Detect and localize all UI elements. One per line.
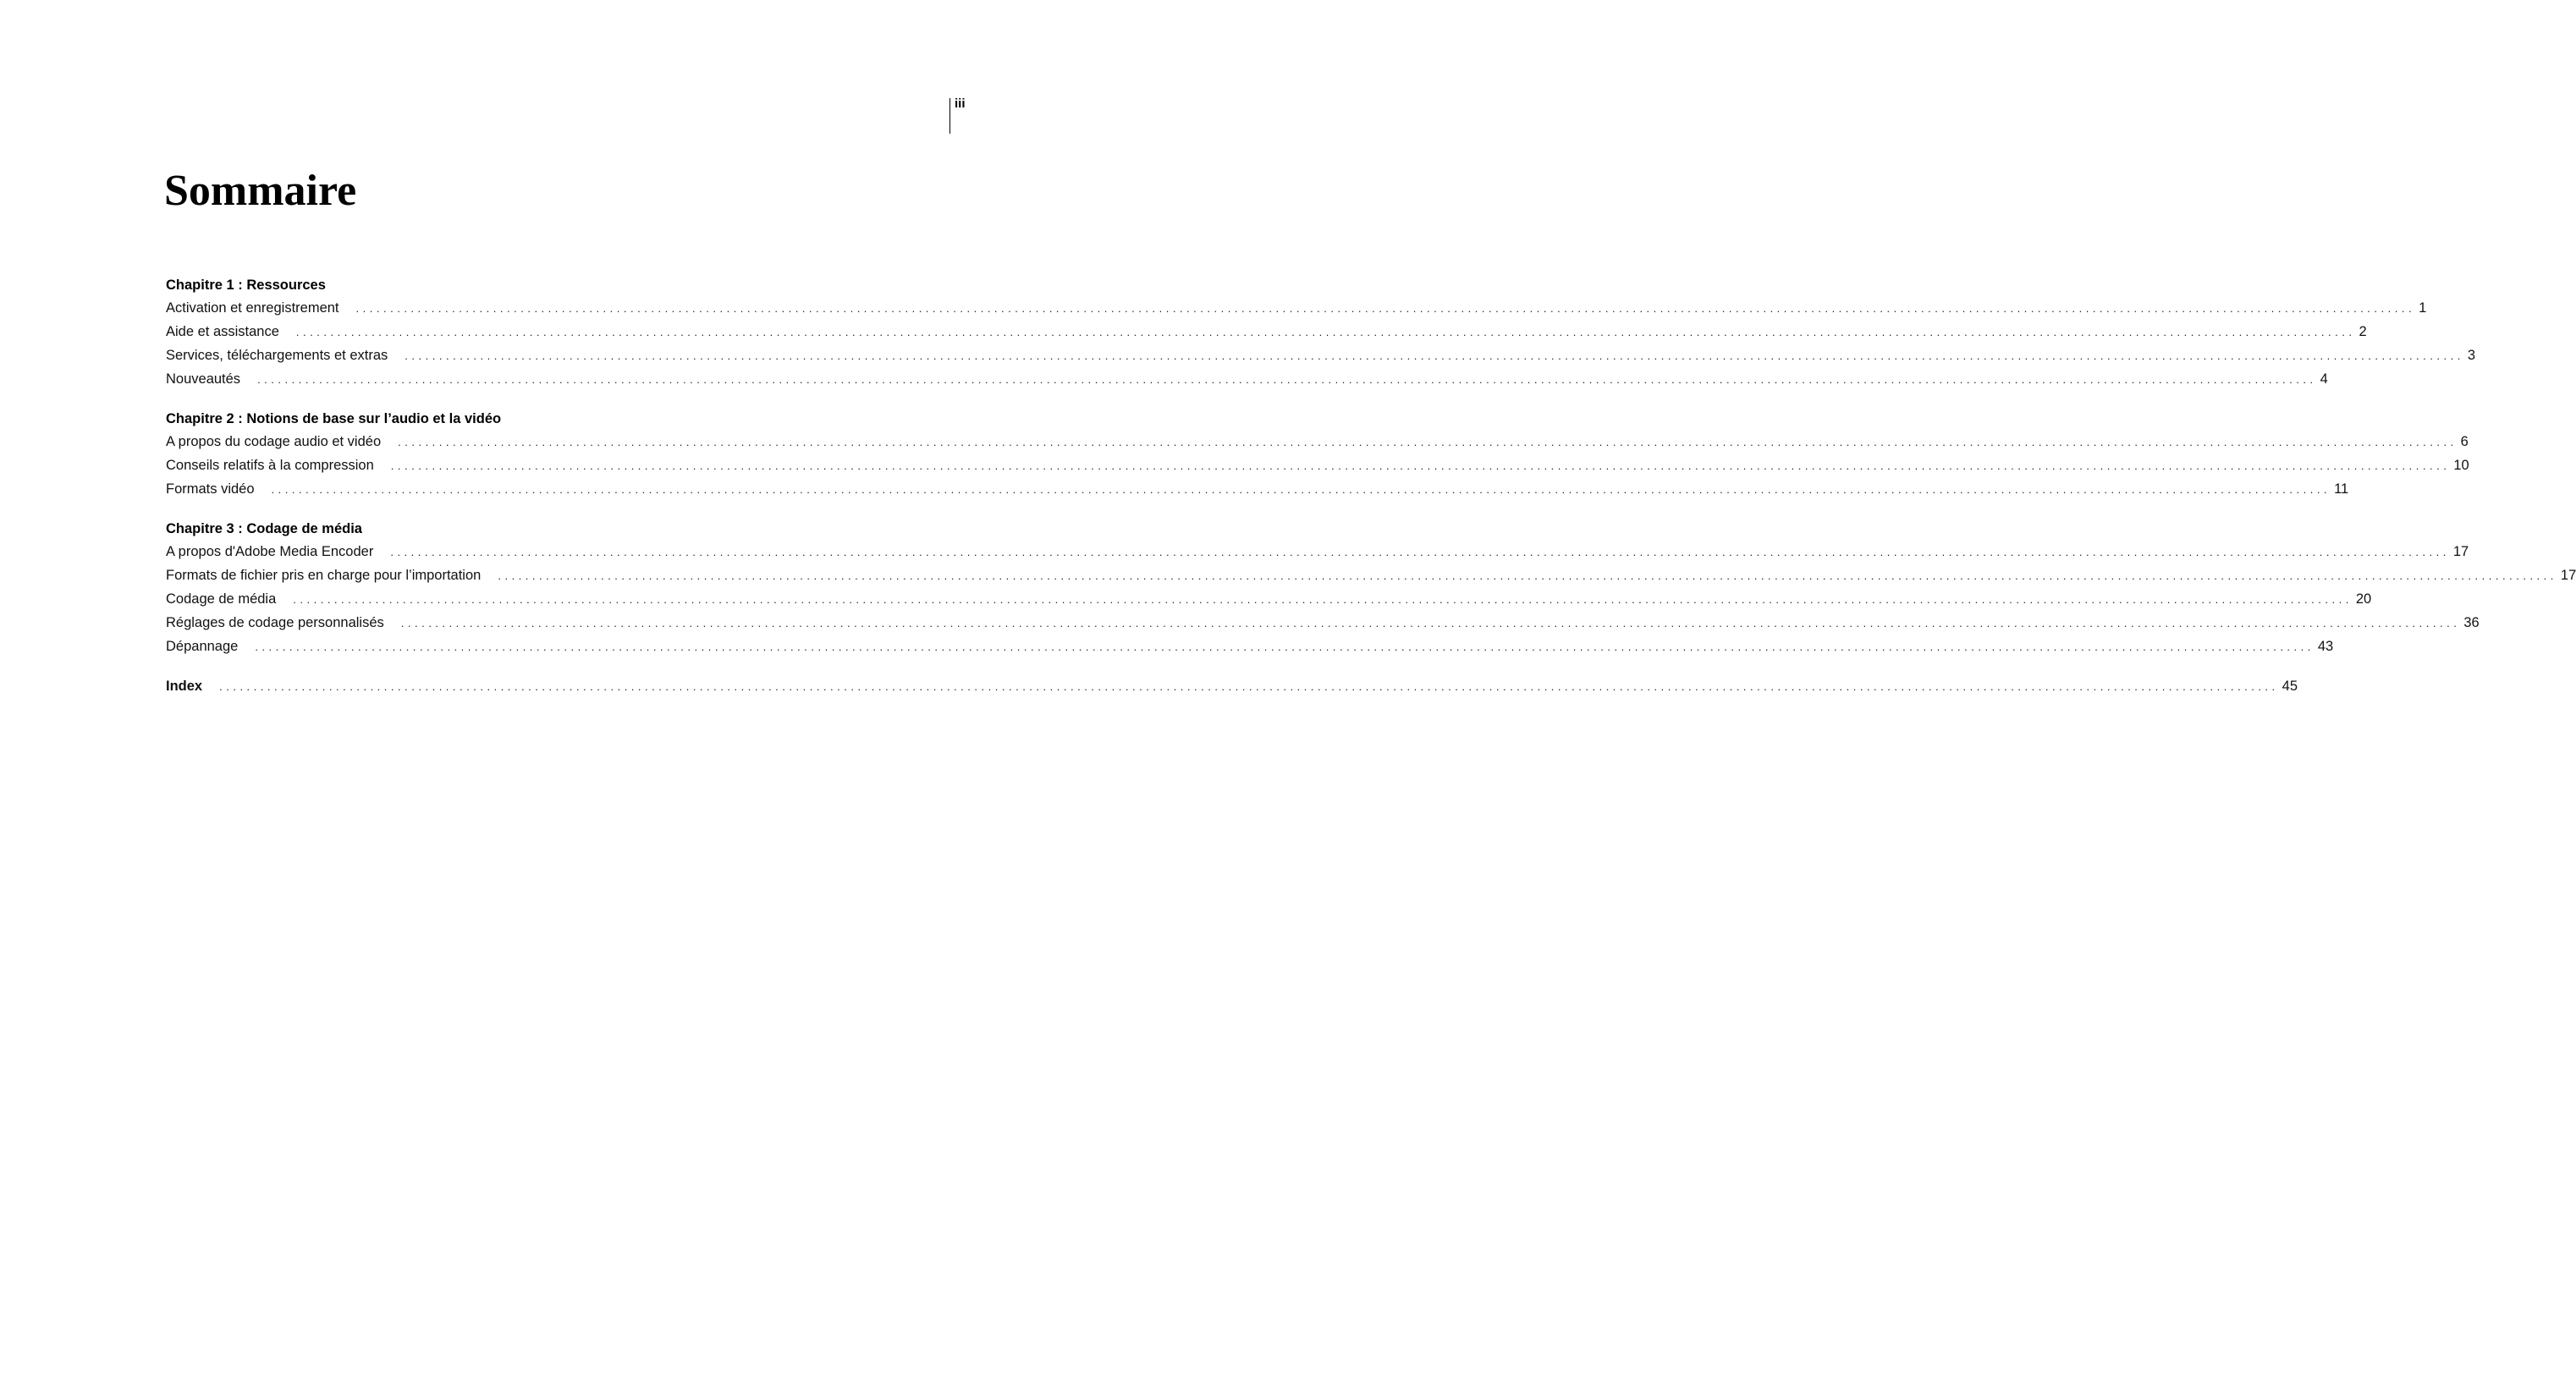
toc-entry[interactable]	[166, 322, 2367, 345]
dot-leader: ............................................................................................................................................................................................................................................................................................................	[255, 640, 2315, 653]
page-marker-rule	[949, 98, 950, 134]
dot-leader: ............................................................................................................................................................................................................................................................................................................	[355, 302, 2416, 315]
toc-entry-page: 1	[2419, 300, 2427, 316]
dot-leader: ............................................................................................................................................................................................................................................................................................................	[390, 459, 2451, 472]
toc-entry-page: 17	[2452, 544, 2469, 559]
toc-entry-label: A propos du codage audio et vidéo	[166, 434, 382, 449]
page-number: iii	[955, 96, 966, 111]
dot-leader: ............................................................................................................................................................................................................................................................................................................	[398, 436, 2458, 448]
toc-entry-page: 2	[2359, 324, 2367, 339]
dot-leader: ............................................................................................................................................................................................................................................................................................................	[405, 349, 2464, 362]
toc-entry[interactable]	[166, 589, 2372, 613]
toc-entry-label: Formats de fichier pris en charge pour l’importation	[166, 568, 482, 583]
toc-entry-page: 6	[2460, 434, 2469, 449]
toc-entry-page: 20	[2355, 591, 2372, 607]
page-title: Sommaire	[164, 167, 357, 215]
toc-entry[interactable]	[166, 369, 2328, 393]
toc-entry[interactable]	[166, 636, 2334, 660]
chapter-3	[166, 519, 2576, 660]
chapter-2	[166, 409, 2469, 503]
toc-entry-page: 36	[2463, 615, 2480, 630]
dot-leader: ............................................................................................................................................................................................................................................................................................................	[219, 680, 2279, 693]
chapter-title: Chapitre 1 : Ressources	[166, 278, 326, 293]
dot-leader: ............................................................................................................................................................................................................................................................................................................	[293, 593, 2353, 606]
toc-entry-page: 3	[2467, 348, 2476, 363]
toc-entry-label: Nouveautés	[166, 371, 241, 387]
toc-entry[interactable]	[166, 455, 2469, 479]
toc-entry-label: Réglages de codage personnalisés	[166, 615, 384, 630]
dot-leader: ............................................................................................................................................................................................................................................................................................................	[400, 617, 2461, 629]
toc-entry[interactable]	[166, 345, 2476, 369]
toc-entry-page: 43	[2317, 639, 2334, 654]
toc-entry[interactable]	[166, 613, 2480, 636]
toc-entry-label: Formats vidéo	[166, 481, 255, 497]
toc-entry-label: Dépannage	[166, 639, 239, 654]
table-of-contents	[166, 275, 2576, 700]
toc-entry-label: Activation et enregistrement	[166, 300, 339, 316]
toc-entry-page: 10	[2453, 458, 2469, 473]
chapter-title: Chapitre 3 : Codage de média	[166, 521, 362, 536]
toc-entry-page: 11	[2334, 481, 2349, 497]
toc-entry-page: 4	[2320, 371, 2328, 387]
dot-leader: ............................................................................................................................................................................................................................................................................................................	[390, 546, 2450, 558]
toc-entry[interactable]	[166, 479, 2349, 503]
toc-entry[interactable]	[166, 565, 2576, 589]
toc-index-entry[interactable]	[166, 676, 2298, 700]
index-page: 45	[2282, 679, 2298, 694]
toc-entry-label: Aide et assistance	[166, 324, 279, 339]
toc-entry-label: A propos d'Adobe Media Encoder	[166, 544, 374, 559]
toc-entry[interactable]	[166, 541, 2469, 565]
dot-leader: ............................................................................................................................................................................................................................................................................................................	[257, 373, 2317, 386]
dot-leader: ............................................................................................................................................................................................................................................................................................................	[271, 483, 2331, 496]
dot-leader: ............................................................................................................................................................................................................................................................................................................	[498, 569, 2557, 582]
toc-entry-label: Codage de média	[166, 591, 277, 607]
toc-entry-label: Conseils relatifs à la compression	[166, 458, 374, 473]
toc-entry-page: 17	[2560, 568, 2576, 583]
dot-leader: ............................................................................................................................................................................................................................................................................................................	[295, 326, 2356, 338]
chapter-title: Chapitre 2 : Notions de base sur l’audio et la vidéo	[166, 411, 502, 426]
toc-entry-label: Services, téléchargements et extras	[166, 348, 388, 363]
index-label: Index	[166, 679, 203, 694]
toc-entry[interactable]	[166, 431, 2469, 455]
toc-entry[interactable]	[166, 298, 2427, 322]
chapter-1	[166, 275, 2476, 393]
